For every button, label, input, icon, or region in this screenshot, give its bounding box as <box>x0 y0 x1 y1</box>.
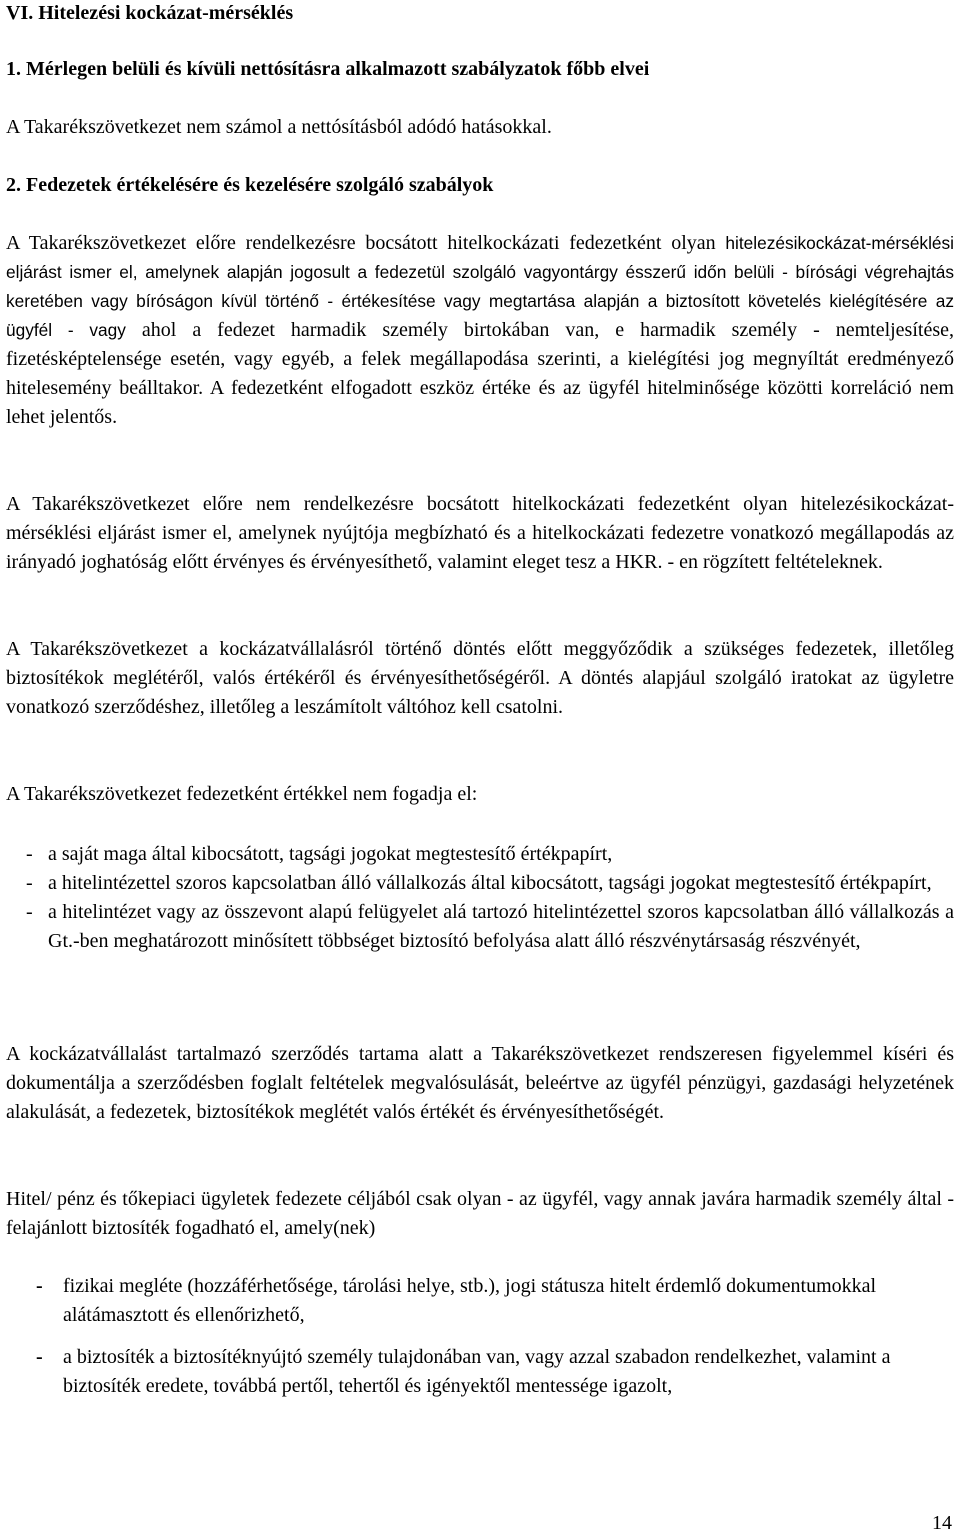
list-dash: - <box>36 1346 43 1368</box>
list-item-text: a saját maga által kibocsátott, tagsági jogokat megtestesítő értékpapírt, <box>48 843 613 865</box>
paragraph-1-body: hitelezésikockázat-mérséklési eljárást ismer el, amelynek alapján jogosult a fedezetül szolgáló vagyontárgy ésszerű időn belüli - bírósági végrehajtás keretében vagy bíróságon kívül történő - értékesítése vagy megtartása alapján a biztosított követelés kielégítésére az ügyfél - vagy <box>6 233 955 340</box>
list-item <box>6 1343 906 1401</box>
list-item-text: fizikai megléte (hozzáférhetősége, tárolási helye, stb.), jogi státusza hitelt érdemlő dokumentumokkal alátámasztott és ellenőrizhető, <box>63 1275 877 1326</box>
list-dash: - <box>26 843 33 865</box>
list-item <box>6 898 954 956</box>
page-number: 14 <box>932 1512 952 1534</box>
list-item-text: a biztosíték a biztosítéknyújtó személy tulajdonában van, vagy azzal szabadon rendelkezhet, valamint a biztosíték eredete, továbbá pertől, tehertől és igényektől mentessége igazolt, <box>63 1346 891 1397</box>
subsection-1-heading: 1. Mérlegen belüli és kívüli nettósításra alkalmazott szabályzatok főbb elvei <box>6 58 650 80</box>
list-dash: - <box>36 1275 43 1297</box>
list-item <box>6 869 954 898</box>
list-item-text: a hitelintézettel szoros kapcsolatban álló vállalkozás által kibocsátott, tagsági jogokat megtestesítő értékpapírt, <box>48 872 932 894</box>
list-dash: - <box>26 872 33 894</box>
subsection-1-text: A Takarékszövetkezet nem számol a nettósításból adódó hatásokkal. <box>6 116 552 138</box>
paragraph-4: A Takarékszövetkezet fedezetként értékkel nem fogadja el: <box>6 783 478 805</box>
paragraph-2: A Takarékszövetkezet előre nem rendelkezésre bocsátott hitelkockázati fedezetként olyan hitelezésikockázat-mérséklési eljárást ismer el, amelynek nyújtója megbízható és a hitelkockázati fedezetre vonatkozó megállapodás az irányadó joghatóság előtt érvényes és érvényesíthető, valamint eleget tesz a HKR. - en rögzített feltételeknek. <box>6 493 954 573</box>
accepted-collateral-list <box>6 1272 906 1401</box>
section-title: VI. Hitelezési kockázat-mérséklés <box>6 2 294 24</box>
list-dash: - <box>26 901 33 923</box>
subsection-2-heading: 2. Fedezetek értékelésére és kezelésére szolgáló szabályok <box>6 174 494 196</box>
list-item <box>6 840 954 869</box>
excluded-collateral-list <box>6 840 954 956</box>
paragraph-1-lead: A Takarékszövetkezet előre rendelkezésre bocsátott hitelkockázati fedezetként olyan <box>6 232 716 254</box>
list-item-text: a hitelintézet vagy az összevont alapú felügyelet alá tartozó hitelintézettel szoros kapcsolatban álló vállalkozás a Gt.-ben meghatározott minősített többséget biztosító befolyása alatt álló részvénytársaság részvényét, <box>48 901 954 952</box>
paragraph-6: Hitel/ pénz és tőkepiaci ügyletek fedezete céljából csak olyan - az ügyfél, vagy annak javára harmadik személy által - felajánlott biztosíték fogadható el, amely(nek) <box>6 1188 954 1239</box>
paragraph-1-tail: ahol a fedezet harmadik személy birtokában van, e harmadik személy - nemteljesítése, fizetésképtelensége esetén, vagy egyéb, a felek megállapodása szerinti, a kielégítési jog megnyíltát eredményező hitelesemény beálltakor. A fedezetként elfogadott eszköz értéke és az ügyfél hitelminősége közötti korreláció nem lehet jelentős. <box>6 319 954 428</box>
paragraph-1 <box>6 229 954 432</box>
paragraph-3: A Takarékszövetkezet a kockázatvállalásról történő döntés előtt meggyőződik a szükséges fedezetek, illetőleg biztosítékok meglétéről, valós értékéről és érvényesíthetőségéről. A döntés alapjául szolgáló iratokat az ügyletre vonatkozó szerződéshez, illetőleg a leszámítolt váltóhoz kell csatolni. <box>6 638 954 718</box>
paragraph-5: A kockázatvállalást tartalmazó szerződés tartama alatt a Takarékszövetkezet rendszeresen figyelemmel kíséri és dokumentálja a szerződésben foglalt feltételek megvalósulását, beleértve az ügyfél pénzügyi, gazdasági helyzetének alakulását, a fedezetek, biztosítékok meglétét valós értékét és érvényesíthetőségét. <box>6 1043 954 1123</box>
list-item <box>6 1272 906 1330</box>
